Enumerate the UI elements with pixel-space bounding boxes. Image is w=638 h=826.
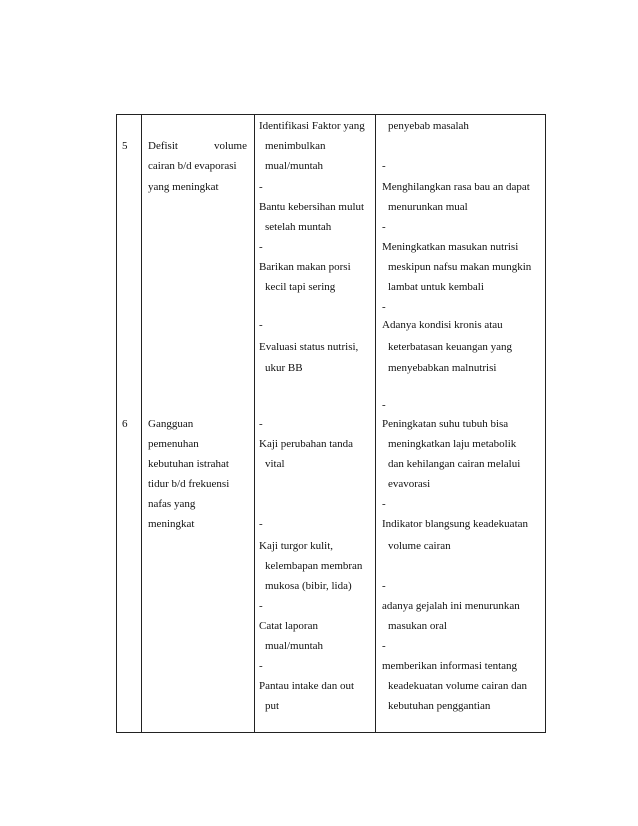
diagnosis-line: pemenuhan	[148, 438, 199, 450]
intervention-line: -	[259, 241, 263, 253]
intervention-line: Kaji turgor kulit,	[259, 540, 334, 552]
column-divider-3	[375, 115, 376, 732]
diagnosis-line: Defisit	[148, 140, 178, 152]
intervention-line: mual/muntah	[265, 160, 324, 172]
intervention-line: -	[259, 319, 263, 331]
column-divider-1	[141, 115, 142, 732]
rationale-line: keterbatasan keuangan yang	[388, 341, 512, 353]
rationale-line: memberikan informasi tentang	[382, 660, 518, 672]
intervention-line: kecil tapi sering	[265, 281, 336, 293]
intervention-line: Evaluasi status nutrisi,	[259, 341, 359, 353]
diagnosis-line: nafas yang	[148, 498, 196, 510]
diagnosis-line: meningkat	[148, 518, 195, 530]
intervention-line: -	[259, 518, 263, 530]
rationale-line: -	[382, 498, 386, 510]
rationale-line: masukan oral	[388, 620, 447, 632]
diagnosis-line: cairan b/d evaporasi	[148, 160, 237, 172]
intervention-line: menimbulkan	[265, 140, 326, 152]
rationale-line: Indikator blangsung keadekuatan	[382, 518, 529, 530]
intervention-line: kelembapan membran	[265, 560, 363, 572]
rationale-line: lambat untuk kembali	[388, 281, 484, 293]
rationale-line: penyebab masalah	[388, 120, 469, 132]
intervention-line: -	[259, 418, 263, 430]
diagnosis-line: yang meningkat	[148, 181, 219, 193]
rationale-line: Adanya kondisi kronis atau	[382, 319, 503, 331]
intervention-line: ukur BB	[265, 362, 303, 374]
rationale-line: Meningkatkan masukan nutrisi	[382, 241, 519, 253]
rationale-line: Menghilangkan rasa bau an dapat	[382, 181, 530, 193]
rationale-line: menyebabkan malnutrisi	[388, 362, 497, 374]
rationale-line: dan kehilangan cairan melalui	[388, 458, 521, 470]
intervention-line: -	[259, 660, 263, 672]
rationale-line: -	[382, 160, 386, 172]
row-number: 6	[122, 418, 128, 430]
diagnosis-line: Gangguan	[148, 418, 194, 430]
rationale-line: keadekuatan volume cairan dan	[388, 680, 527, 692]
column-divider-2	[254, 115, 255, 732]
intervention-line: Barikan makan porsi	[259, 261, 351, 273]
rationale-line: evavorasi	[388, 478, 431, 490]
rationale-line: adanya gejalah ini menurunkan	[382, 600, 520, 612]
rationale-line: -	[382, 301, 386, 313]
intervention-line: put	[265, 700, 280, 712]
diagnosis-line: kebutuhan istrahat	[148, 458, 229, 470]
intervention-line: Kaji perubahan tanda	[259, 438, 354, 450]
intervention-line: mual/muntah	[265, 640, 324, 652]
rationale-line: menurunkan mual	[388, 201, 468, 213]
intervention-line: vital	[265, 458, 285, 470]
intervention-line: Catat laporan	[259, 620, 318, 632]
rationale-line: Peningkatan suhu tubuh bisa	[382, 418, 509, 430]
rationale-line: volume cairan	[388, 540, 451, 552]
rationale-line: -	[382, 399, 386, 411]
rationale-line: -	[382, 221, 386, 233]
intervention-line: mukosa (bibir, lida)	[265, 580, 352, 592]
rationale-line: -	[382, 640, 386, 652]
intervention-line: Bantu kebersihan mulut	[259, 201, 365, 213]
rationale-line: meningkatkan laju metabolik	[388, 438, 517, 450]
intervention-line: -	[259, 600, 263, 612]
rationale-line: kebutuhan penggantian	[388, 700, 491, 712]
diagnosis-line: tidur b/d frekuensi	[148, 478, 230, 490]
intervention-line: Identifikasi Faktor yang	[259, 120, 365, 132]
intervention-line: setelah muntah	[265, 221, 332, 233]
intervention-line: -	[259, 181, 263, 193]
diagnosis-line: volume	[214, 140, 247, 152]
row-number: 5	[122, 140, 128, 152]
rationale-line: meskipun nafsu makan mungkin	[388, 261, 532, 273]
rationale-line: -	[382, 580, 386, 592]
intervention-line: Pantau intake dan out	[259, 680, 355, 692]
